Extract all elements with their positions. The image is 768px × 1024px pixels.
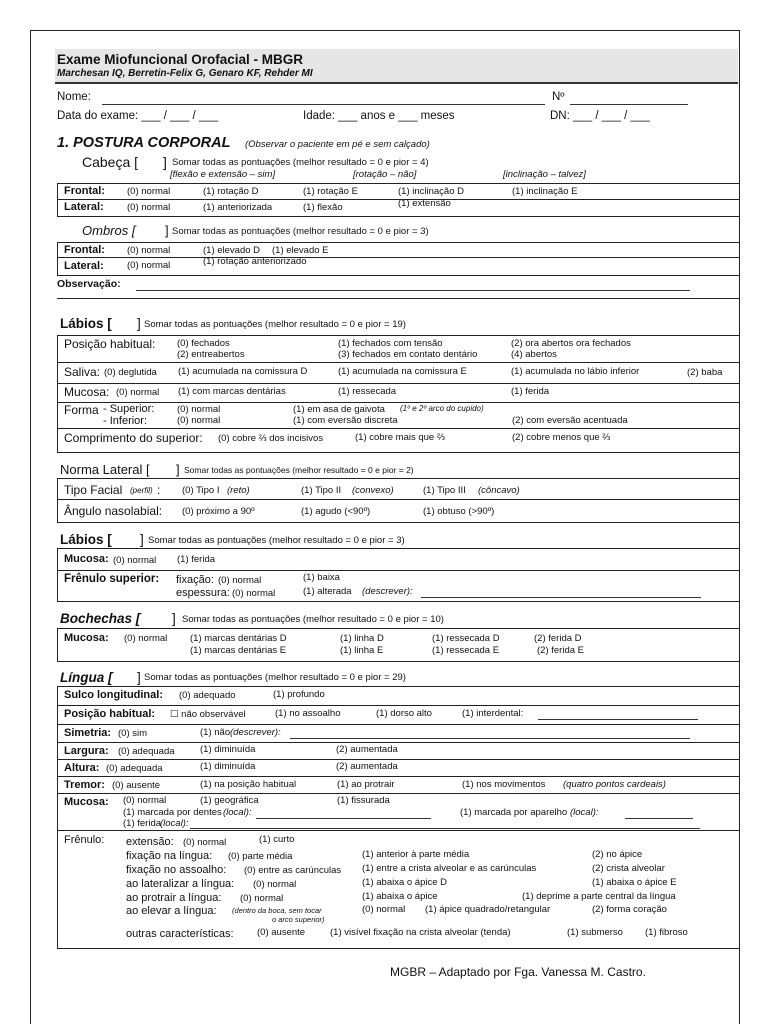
- option[interactable]: (1) baixa: [303, 572, 340, 583]
- data-exame-field[interactable]: Data do exame: ___ / ___ / ___: [57, 110, 219, 122]
- option[interactable]: (0) fechados: [177, 338, 230, 349]
- sulco-label: Sulco longitudinal:: [64, 689, 163, 701]
- frenulo-label: Frênulo:: [64, 834, 105, 846]
- divider: [57, 428, 739, 429]
- mucosa-label: Mucosa:: [64, 632, 109, 644]
- option-note: (descrever):: [362, 586, 413, 597]
- option[interactable]: (1) submerso: [567, 927, 623, 938]
- angulo-label: Ângulo nasolabial:: [64, 504, 163, 518]
- option[interactable]: (0) deglutida: [104, 367, 157, 378]
- option[interactable]: (1) linha E: [340, 645, 384, 656]
- option[interactable]: (1) deprime a parte central da língua: [522, 891, 676, 902]
- option[interactable]: (0) normal: [253, 879, 297, 890]
- posicao-label: Posição habitual:: [64, 708, 156, 720]
- forma-inferior-label: - Inferior:: [103, 415, 148, 427]
- frenulo-sub: extensão:: [126, 836, 174, 848]
- option[interactable]: (1) Tipo III: [423, 485, 466, 496]
- option[interactable]: (1) linha D: [340, 633, 384, 644]
- descrever-field[interactable]: [421, 597, 701, 598]
- divider: [57, 362, 739, 363]
- option[interactable]: (1) ápice quadrado/retangular: [425, 904, 551, 915]
- forma-superior-label: - Superior:: [103, 403, 155, 415]
- option[interactable]: (2) forma coração: [592, 904, 667, 915]
- tipo-label: Tipo Facial: [64, 483, 123, 497]
- option[interactable]: (0) entre as carúnculas: [244, 865, 342, 876]
- nome-label: Nome:: [57, 91, 91, 103]
- option[interactable]: (1) dorso alto: [376, 708, 432, 719]
- option[interactable]: (0) sim: [118, 728, 148, 739]
- option[interactable]: (0) ausente: [257, 927, 306, 938]
- lateral-label: Lateral:: [64, 201, 104, 213]
- frenulo-superior-label: Frênulo superior:: [64, 573, 160, 585]
- cabeca-hint: [inclinação – talvez]: [503, 169, 586, 180]
- bochechas-somar: Somar todas as pontuações (melhor resultado = 0 e pior = 10): [182, 614, 444, 625]
- nome-field[interactable]: [102, 104, 545, 105]
- option-note: (local):: [160, 818, 189, 829]
- option-note: (quatro pontos cardeais): [563, 779, 666, 790]
- frontal-label: Frontal:: [64, 244, 105, 256]
- divider: [57, 830, 739, 831]
- option[interactable]: (1) acumulada na comissura D: [178, 366, 308, 377]
- divider: [57, 776, 739, 777]
- option[interactable]: (0) normal: [127, 245, 171, 256]
- cabeca-title: Cabeça [: [82, 154, 139, 170]
- option-note: (local):: [570, 807, 599, 818]
- form-title: Exame Miofuncional Orofacial - MBGR: [57, 52, 304, 67]
- option[interactable]: (0) normal: [127, 186, 171, 197]
- labios2-close: ]: [140, 532, 144, 547]
- option[interactable]: (1) no assoalho: [275, 708, 341, 719]
- option[interactable]: (1) ressecada: [338, 386, 397, 397]
- option[interactable]: (1) Tipo II: [301, 485, 342, 496]
- observacao-field[interactable]: [136, 290, 690, 291]
- local-field[interactable]: [256, 818, 431, 819]
- section-postura-title: 1. POSTURA CORPORAL: [57, 135, 231, 151]
- option[interactable]: (0) cobre ⅔ dos incisivos: [218, 433, 324, 444]
- idade-field[interactable]: Idade: ___ anos e ___ meses: [303, 110, 455, 122]
- option[interactable]: (1) acumulada no lábio inferior: [511, 366, 640, 377]
- numero-field[interactable]: [570, 104, 688, 105]
- frenulo-sub: fixação na língua:: [126, 850, 213, 862]
- option[interactable]: (0) normal: [123, 795, 167, 806]
- largura-label: Largura:: [64, 745, 109, 757]
- option[interactable]: (0) ausente: [112, 780, 161, 791]
- comprimento-label: Comprimento do superior:: [64, 431, 203, 445]
- mucosa-label: Mucosa:: [64, 796, 109, 808]
- cabeca-hint: [flexão e extensão – sim]: [170, 169, 276, 180]
- option[interactable]: (2) crista alveolar: [592, 863, 665, 874]
- option[interactable]: (1) nos movimentos: [462, 779, 546, 790]
- option[interactable]: (1) marcada por aparelho: [460, 807, 568, 818]
- option[interactable]: (2) com eversão acentuada: [512, 415, 628, 426]
- option[interactable]: (0) adequada: [106, 763, 163, 774]
- option-note: (reto): [227, 485, 250, 496]
- tremor-label: Tremor:: [64, 779, 105, 791]
- mucosa-label: Mucosa:: [64, 385, 110, 399]
- option[interactable]: (3) fechados em contato dentário: [338, 349, 478, 360]
- lingua-close: ]: [137, 670, 141, 685]
- posicao-label: Posição habitual:: [64, 337, 156, 351]
- option[interactable]: (2) ferida E: [537, 645, 584, 656]
- option[interactable]: (1) diminuída: [200, 761, 256, 772]
- option[interactable]: (1) inclinação E: [512, 186, 578, 197]
- dn-field[interactable]: DN: ___ / ___ / ___: [550, 110, 650, 122]
- option[interactable]: (1) cobre mais que ⅔: [355, 432, 445, 443]
- labios-title: Lábios [: [60, 316, 112, 331]
- ombros-title: Ombros [: [82, 223, 136, 238]
- option[interactable]: (1) acumulada na comissura E: [338, 366, 467, 377]
- mucosa-label: Mucosa:: [64, 553, 109, 565]
- option[interactable]: (1) com marcas dentárias: [178, 386, 286, 397]
- labios2-somar: Somar todas as pontuações (melhor resultado = 0 e pior = 3): [148, 535, 405, 546]
- option[interactable]: (0) parte média: [228, 851, 293, 862]
- option-note: (convexo): [352, 485, 394, 496]
- option[interactable]: (0) adequado: [179, 690, 236, 701]
- fixacao-label: fixação:: [176, 574, 214, 586]
- frenulo-sub: ao lateralizar a língua:: [126, 878, 235, 890]
- option[interactable]: (1) não: [200, 727, 231, 738]
- option[interactable]: (2) entreabertos: [177, 349, 245, 360]
- footer-credit: MGBR – Adaptado por Fga. Vanessa M. Castro.: [390, 965, 646, 979]
- frenulo-sub: ao protrair a língua:: [126, 892, 222, 904]
- option[interactable]: (0) próximo a 90º: [182, 506, 255, 517]
- option[interactable]: (1) abaixa o ápice E: [592, 877, 677, 888]
- option[interactable]: (1) em asa de gaivota: [293, 404, 385, 415]
- option[interactable]: (2) ferida D: [534, 633, 582, 644]
- option[interactable]: (0) normal: [127, 202, 171, 213]
- option[interactable]: (1) rotação E: [303, 186, 358, 197]
- option[interactable]: (1) marcada por dentes: [123, 807, 222, 818]
- labios2-title: Lábios [: [60, 532, 112, 547]
- option[interactable]: (1) anteriorizada: [203, 202, 273, 213]
- divider: [57, 383, 739, 384]
- divider: [57, 759, 739, 760]
- option[interactable]: (1) diminuída: [200, 744, 256, 755]
- option-note: (côncavo): [478, 485, 520, 496]
- norma-somar: Somar todas as pontuações (melhor resultado = 0 e pior = 2): [184, 465, 414, 475]
- ombros-somar: Somar todas as pontuações (melhor resultado = 0 e pior = 3): [172, 226, 429, 237]
- option[interactable]: (1) alterada: [303, 586, 352, 597]
- option[interactable]: (1) abaixa o ápice: [362, 891, 438, 902]
- option[interactable]: (1) ferida: [123, 818, 162, 829]
- option[interactable]: (0) normal: [113, 555, 157, 566]
- authors: Marchesan IQ, Berretin-Felix G, Genaro KF, Rehder MI: [57, 68, 313, 79]
- option[interactable]: (1) interdental:: [462, 708, 524, 719]
- simetria-label: Simetria:: [64, 727, 112, 739]
- option-note: (descrever):: [230, 727, 281, 738]
- option[interactable]: (4) abertos: [511, 349, 557, 360]
- simetria-field[interactable]: [290, 738, 690, 739]
- option[interactable]: (1) ao protrair: [337, 779, 395, 790]
- divider: [57, 705, 739, 706]
- option[interactable]: (2) aumentada: [336, 744, 398, 755]
- frenulo-sub: outras características:: [126, 928, 234, 940]
- option[interactable]: (2) aumentada: [336, 761, 398, 772]
- bochechas-close: ]: [172, 611, 176, 626]
- divider: [57, 570, 739, 571]
- option[interactable]: (1) abaixa o ápice D: [362, 877, 448, 888]
- option[interactable]: (1) obtuso (>90º): [423, 506, 495, 517]
- option[interactable]: (1) agudo (<90º): [301, 506, 371, 517]
- divider: [57, 257, 739, 258]
- option[interactable]: (1) geográfica: [200, 795, 259, 806]
- espessura-label: espessura:: [176, 587, 230, 599]
- tipo-sub: (perfil): [130, 486, 153, 495]
- option[interactable]: (1) elevado D: [203, 245, 261, 256]
- nao-observavel-checkbox[interactable]: ☐ não observável: [170, 709, 246, 720]
- option[interactable]: (2) ora abertos ora fechados: [511, 338, 631, 349]
- saliva-label: Saliva:: [64, 365, 101, 379]
- option[interactable]: (1) marcas dentárias E: [190, 645, 287, 656]
- option-note: (local):: [223, 807, 252, 818]
- divider: [57, 499, 739, 500]
- local-field[interactable]: [190, 828, 700, 829]
- section-divider: [57, 298, 739, 299]
- option[interactable]: (0) normal: [177, 404, 221, 415]
- observacao-label: Observação:: [57, 278, 121, 290]
- option[interactable]: (2) baba: [687, 367, 723, 378]
- cabeca-hint: [rotação – não]: [353, 169, 417, 180]
- option[interactable]: (2) no ápice: [592, 849, 643, 860]
- tipo-colon: :: [157, 483, 161, 497]
- option[interactable]: (1) fibroso: [645, 927, 688, 938]
- option[interactable]: (0) adequada: [118, 746, 175, 757]
- frontal-label: Frontal:: [64, 185, 105, 197]
- option[interactable]: (1) fissurada: [337, 795, 390, 806]
- numero-label: Nº: [552, 91, 565, 103]
- option[interactable]: (0) normal: [240, 893, 284, 904]
- divider: [57, 724, 739, 725]
- option[interactable]: (1) ressecada D: [432, 633, 500, 644]
- norma-close: ]: [176, 462, 180, 477]
- option[interactable]: (0) normal: [183, 837, 227, 848]
- cabeca-somar: Somar todas as pontuações (melhor resultado = 0 e pior = 4): [172, 157, 429, 168]
- option[interactable]: (0) Tipo I: [182, 485, 220, 496]
- option[interactable]: (1) profundo: [273, 689, 325, 700]
- option[interactable]: (1) ferida: [177, 554, 216, 565]
- altura-label: Altura:: [64, 762, 100, 774]
- norma-title: Norma Lateral [: [60, 462, 150, 477]
- option[interactable]: (1) com eversão discreta: [293, 415, 398, 426]
- local-field[interactable]: [625, 818, 693, 819]
- option[interactable]: (1) marcas dentárias D: [190, 633, 287, 644]
- option[interactable]: (0) normal: [116, 387, 160, 398]
- option[interactable]: (0) normal: [124, 633, 168, 644]
- option[interactable]: (1) entre a crista alveolar e as carúnculas: [362, 863, 537, 874]
- postura-note: (Observar o paciente em pé e sem calçado): [245, 139, 430, 150]
- option[interactable]: (1) rotação anteriorizado: [203, 256, 307, 267]
- option[interactable]: (1) rotação D: [203, 186, 259, 197]
- bochechas-title: Bochechas [: [60, 611, 141, 626]
- frenulo-sub: ao elevar a língua:: [126, 905, 217, 917]
- lingua-title: Língua [: [60, 670, 113, 685]
- option[interactable]: (1) extensão: [398, 198, 451, 209]
- option[interactable]: (0) normal: [177, 415, 221, 426]
- option[interactable]: (1) curto: [259, 834, 295, 845]
- option[interactable]: (1) anterior à parte média: [362, 849, 470, 860]
- frenulo-note: o arco superior): [272, 915, 325, 924]
- labios-somar: Somar todas as pontuações (melhor resultado = 0 e pior = 19): [144, 319, 406, 330]
- option[interactable]: (1) fechados com tensão: [338, 338, 443, 349]
- divider: [57, 793, 739, 794]
- ombros-close: ]: [165, 223, 169, 238]
- frenulo-note: (dentro da boca, sem tocar: [232, 906, 322, 915]
- forma-note: (1º e 2º arco do cupido): [400, 404, 484, 413]
- option[interactable]: (1) ressecada E: [432, 645, 500, 656]
- cabeca-close: ]: [163, 154, 167, 170]
- option[interactable]: (1) elevado E: [272, 245, 329, 256]
- option[interactable]: (2) cobre menos que ⅔: [512, 432, 611, 443]
- forma-label: Forma: [64, 403, 99, 417]
- option[interactable]: (0) normal: [218, 575, 262, 586]
- frenulo-sub: fixação no assoalho:: [126, 864, 227, 876]
- interdental-field[interactable]: [538, 719, 698, 720]
- labios-close: ]: [137, 316, 141, 331]
- lateral-label: Lateral:: [64, 260, 104, 272]
- option[interactable]: (1) ferida: [511, 386, 550, 397]
- option[interactable]: (1) na posição habitual: [200, 779, 297, 790]
- lingua-somar: Somar todas as pontuações (melhor resultado = 0 e pior = 29): [144, 672, 406, 683]
- option[interactable]: (1) visível fixação na crista alveolar (tenda): [330, 927, 511, 938]
- option[interactable]: (0) normal: [127, 260, 171, 271]
- option[interactable]: (0) normal: [232, 588, 276, 599]
- divider: [57, 402, 739, 403]
- option[interactable]: (1) flexão: [303, 202, 343, 213]
- option[interactable]: (1) inclinação D: [398, 186, 464, 197]
- option[interactable]: (0) normal: [362, 904, 406, 915]
- divider: [57, 742, 739, 743]
